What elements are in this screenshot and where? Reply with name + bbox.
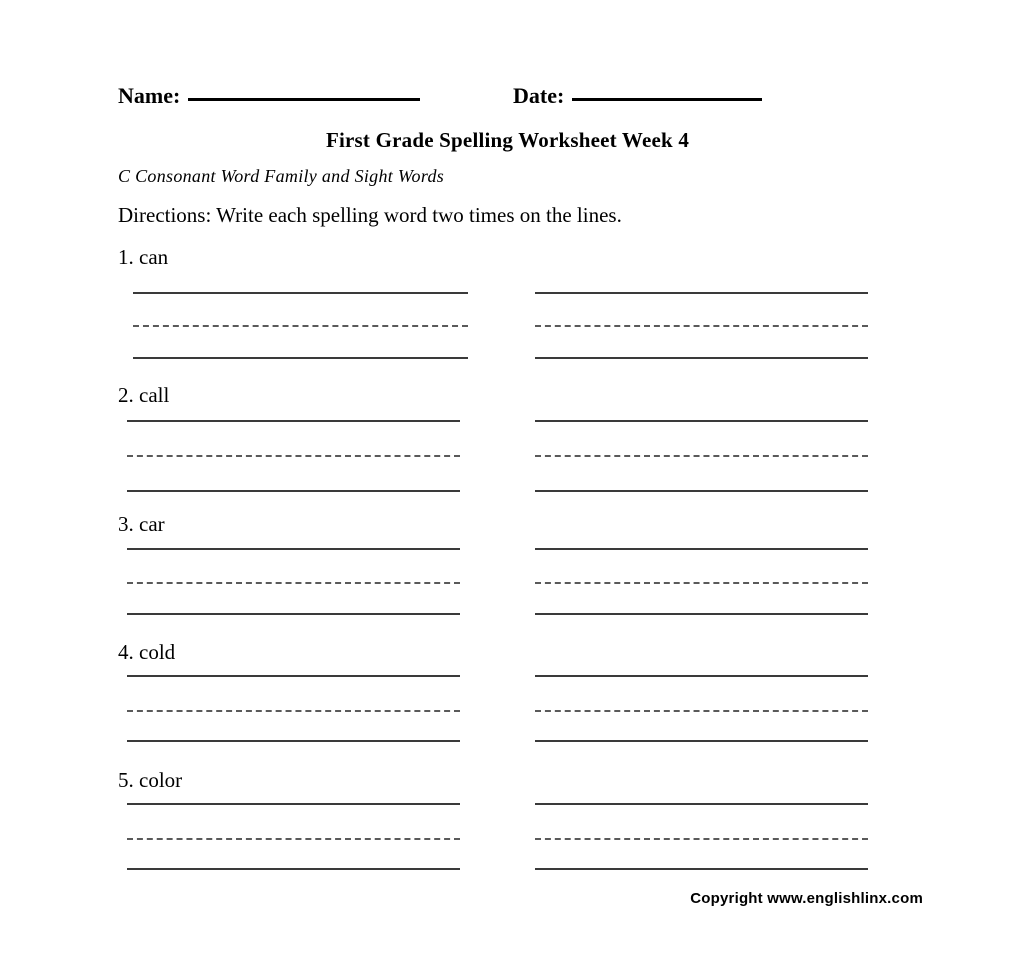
- writing-line-top[interactable]: [535, 803, 868, 805]
- writing-line-bottom[interactable]: [535, 357, 868, 359]
- spelling-word-1: 1. can: [118, 245, 169, 269]
- spelling-word-2: 2. call: [118, 383, 170, 407]
- writing-line-top[interactable]: [535, 292, 868, 294]
- writing-line-bottom[interactable]: [133, 357, 468, 359]
- writing-line-middle[interactable]: [535, 325, 868, 327]
- writing-line-top[interactable]: [127, 803, 460, 805]
- spelling-word-4: 4. cold: [118, 640, 176, 664]
- name-date-row: [118, 84, 898, 114]
- writing-line-middle[interactable]: [127, 838, 460, 840]
- spelling-word-5: 5. color: [118, 768, 183, 792]
- writing-line-bottom[interactable]: [127, 613, 460, 615]
- date-field: [513, 84, 762, 108]
- name-field: [118, 84, 420, 108]
- writing-line-bottom[interactable]: [535, 868, 868, 870]
- writing-line-bottom[interactable]: [535, 613, 868, 615]
- directions-text: Directions: Write each spelling word two times on the lines.: [118, 203, 622, 227]
- writing-line-middle[interactable]: [133, 325, 468, 327]
- writing-line-middle[interactable]: [535, 455, 868, 457]
- writing-line-top[interactable]: [127, 548, 460, 550]
- writing-line-middle[interactable]: [127, 710, 460, 712]
- writing-line-top[interactable]: [127, 675, 460, 677]
- date-label: Date:: [513, 83, 565, 108]
- name-write-in-line[interactable]: [188, 98, 420, 101]
- writing-line-bottom[interactable]: [127, 490, 460, 492]
- writing-line-top[interactable]: [133, 292, 468, 294]
- copyright-notice: Copyright www.englishlinx.com: [690, 890, 923, 907]
- page-subtitle: C Consonant Word Family and Sight Words: [118, 166, 445, 186]
- spelling-word-3: 3. car: [118, 512, 165, 536]
- writing-line-middle[interactable]: [127, 582, 460, 584]
- writing-line-bottom[interactable]: [535, 740, 868, 742]
- writing-line-bottom[interactable]: [127, 740, 460, 742]
- page-title: First Grade Spelling Worksheet Week 4: [325, 128, 690, 152]
- writing-line-middle[interactable]: [535, 710, 868, 712]
- writing-line-top[interactable]: [535, 675, 868, 677]
- writing-line-top[interactable]: [127, 420, 460, 422]
- writing-line-bottom[interactable]: [127, 868, 460, 870]
- writing-line-middle[interactable]: [535, 582, 868, 584]
- writing-line-bottom[interactable]: [535, 490, 868, 492]
- date-write-in-line[interactable]: [572, 98, 762, 101]
- writing-line-top[interactable]: [535, 420, 868, 422]
- writing-line-top[interactable]: [535, 548, 868, 550]
- writing-line-middle[interactable]: [127, 455, 460, 457]
- writing-line-middle[interactable]: [535, 838, 868, 840]
- name-label: Name:: [118, 83, 181, 108]
